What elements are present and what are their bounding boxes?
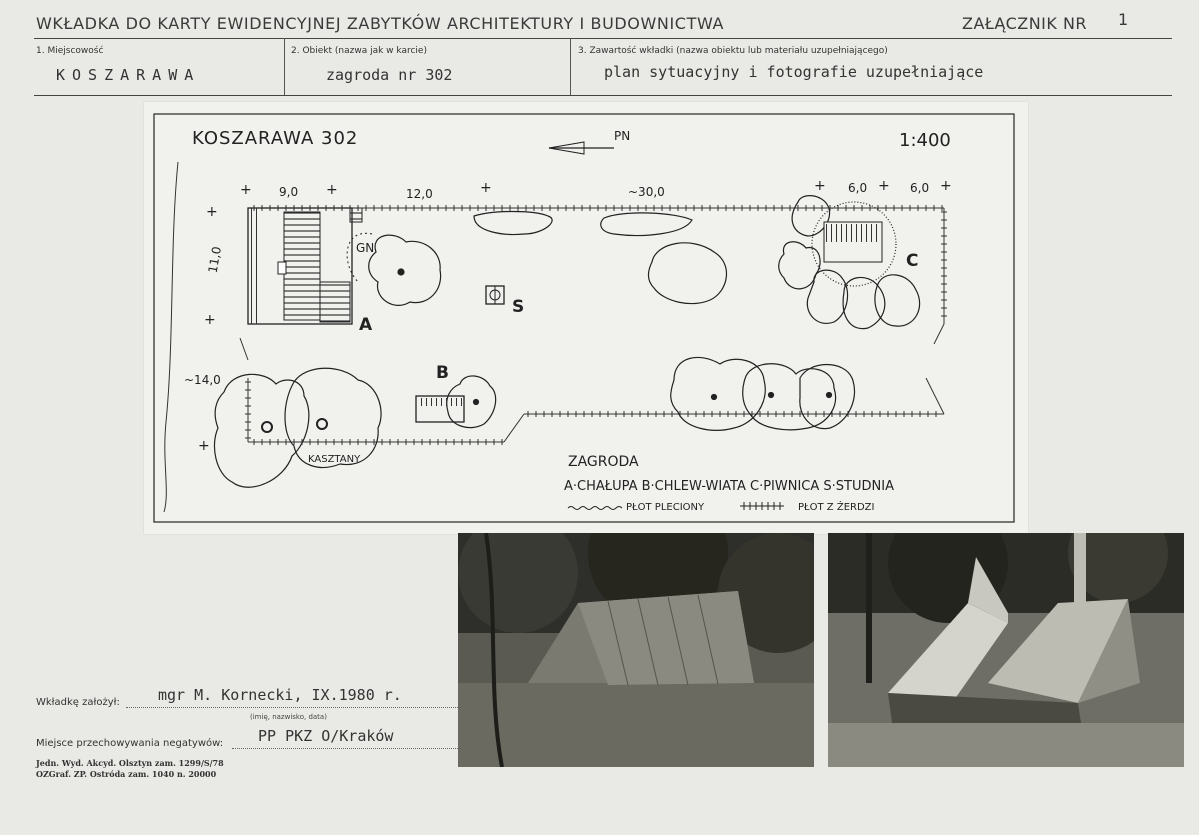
author-hint: (imię, nazwisko, data) — [250, 713, 327, 721]
content-value: plan sytuacyjny i fotografie uzupełniające — [604, 63, 984, 81]
north-label: PN — [614, 129, 631, 143]
svg-text:+: + — [206, 204, 218, 220]
svg-text:+: + — [940, 178, 952, 194]
legend-pole-fence: PŁOT Z ŻERDZI — [798, 502, 875, 513]
dim-6b: 6,0 — [910, 181, 930, 195]
form-title: WKŁADKA DO KARTY EWIDENCYJNEJ ZABYTKÓW ARCHITEKTURY I BUDOWNICTWA — [36, 14, 725, 33]
label-s: S — [512, 297, 525, 317]
imprint-line-2: OZGraf. ZP. Ostróda zam. 1040 n. 20000 — [36, 769, 217, 779]
dim-30: ~30,0 — [628, 185, 665, 199]
plan-scale: 1:400 — [899, 130, 951, 151]
photo-shed — [458, 533, 814, 767]
legend-buildings: A·CHAŁUPA B·CHLEW-WIATA C·PIWNICA S·STUDNIA — [564, 479, 894, 494]
label-c: C — [906, 251, 919, 271]
svg-text:+: + — [814, 178, 826, 194]
label-gn: GN — [356, 241, 375, 255]
attachment-number: 1 — [1118, 10, 1129, 29]
svg-text:+: + — [204, 312, 216, 328]
object-value: zagroda nr 302 — [326, 66, 453, 84]
svg-text:+: + — [878, 178, 890, 194]
object-label: 2. Obiekt (nazwa jak w karcie) — [291, 46, 427, 56]
photo-cellar — [828, 533, 1184, 767]
locality-label: 1. Miejscowość — [36, 46, 104, 56]
plan-title: KOSZARAWA 302 — [192, 128, 359, 149]
label-b: B — [436, 363, 449, 383]
legend-wicker-fence-symbol — [568, 507, 622, 510]
building-b-shed — [416, 396, 464, 422]
negatives-label: Miejsce przechowywania negatywów: — [36, 738, 224, 749]
header-bottom-rule — [34, 95, 1172, 96]
field-divider-1 — [284, 38, 285, 95]
field-divider-2 — [570, 38, 571, 95]
dim-12: 12,0 — [406, 187, 433, 201]
author-label: Wkładkę założył: — [36, 697, 120, 708]
negatives-line — [232, 748, 458, 749]
site-plan-drawing — [144, 102, 1028, 534]
svg-text:+: + — [198, 438, 210, 454]
site-plan-card — [144, 102, 1028, 534]
label-a: A — [359, 315, 373, 335]
imprint-line-1: Jedn. Wyd. Akcyd. Olsztyn zam. 1299/S/78 — [36, 758, 224, 768]
attachment-label: ZAŁĄCZNIK NR — [962, 14, 1088, 33]
header-top-rule — [34, 38, 1172, 39]
negatives-value: PP PKZ O/Kraków — [258, 727, 394, 745]
label-kasztany: KASZTANY — [308, 454, 361, 465]
legend-title: ZAGRODA — [568, 454, 639, 470]
well-s-icon — [486, 286, 504, 304]
svg-text:+: + — [480, 180, 492, 196]
svg-text:+: + — [326, 182, 338, 198]
dim-9: 9,0 — [279, 185, 299, 199]
legend-pole-fence-symbol — [740, 502, 784, 510]
locality-value: KOSZARAWA — [56, 66, 201, 84]
author-line — [126, 707, 458, 708]
dim-11: 11,0 — [205, 245, 225, 275]
legend-wicker-fence: PŁOT PLECIONY — [626, 502, 705, 513]
north-arrow-icon — [549, 142, 614, 154]
dim-6a: 6,0 — [848, 181, 868, 195]
author-value: mgr M. Kornecki, IX.1980 r. — [158, 686, 402, 704]
content-label: 3. Zawartość wkładki (nazwa obiektu lub materiału uzupełniającego) — [578, 46, 888, 56]
building-c-cellar — [812, 202, 896, 286]
dim-14: ~14,0 — [184, 373, 221, 387]
svg-text:+: + — [240, 182, 252, 198]
building-a-hut — [248, 208, 362, 324]
